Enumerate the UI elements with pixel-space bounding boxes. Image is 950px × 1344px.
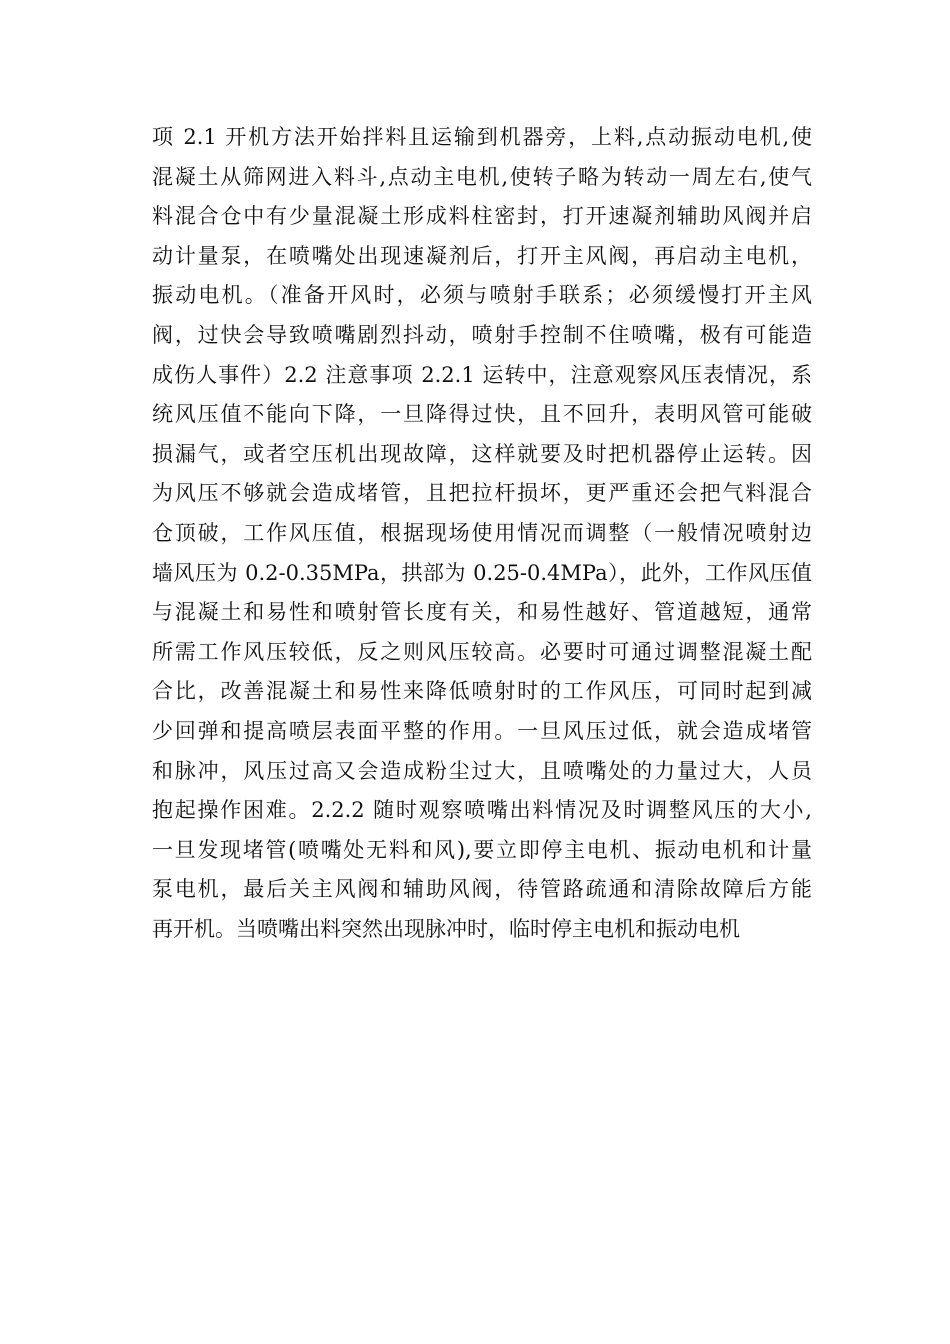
body-text [152,118,812,949]
text-line: 阀，过快会导致喷嘴剧烈抖动，喷射手控制不住喷嘴，极有可能造 [152,322,812,347]
text-line: 损漏气，或者空压机出现故障，这样就要及时把机器停止运转。因 [152,441,812,466]
text-line: 再开机。当喷嘴出料突然出现脉冲时，临时停主电机和振动电机 [152,916,740,941]
text-line: 泵电机，最后关主风阀和辅助风阀，待管路疏通和清除故障后方能 [152,877,812,902]
text-line: 少回弹和提高喷层表面平整的作用。一旦风压过低，就会造成堵管 [152,718,812,743]
text-line: 动计量泵，在喷嘴处出现速凝剂后，打开主风阀，再启动主电机， [152,243,812,268]
text-line: 所需工作风压较低，反之则风压较高。必要时可通过调整混凝土配 [152,639,812,664]
text-line: 为风压不够就会造成堵管，且把拉杆损坏，更严重还会把气料混合 [152,481,812,506]
text-line: 墙风压为 0.2-0.35MPa，拱部为 0.25-0.4MPa），此外，工作风压值 [152,560,812,585]
text-line: 混凝土从筛网进入料斗,点动主电机,使转子略为转动一周左右,使气 [152,164,812,189]
text-line: 成伤人事件）2.2 注意事项 2.2.1 运转中，注意观察风压表情况，系 [152,362,812,387]
text-line: 一旦发现堵管(喷嘴处无料和风),要立即停主电机、振动电机和计量 [152,837,812,862]
text-line: 料混合仓中有少量混凝土形成料柱密封，打开速凝剂辅助风阀并启 [152,204,812,229]
text-line: 和脉冲，风压过高又会造成粉尘过大，且喷嘴处的力量过大，人员 [152,758,812,783]
text-line: 项 2.1 开机方法开始拌料且运输到机器旁，上料,点动振动电机,使 [152,125,812,149]
text-line: 仓顶破，工作风压值，根据现场使用情况而调整（一般情况喷射边 [152,520,812,545]
text-line: 合比，改善混凝土和易性来降低喷射时的工作风压，可同时起到减 [152,679,812,704]
text-line: 与混凝土和易性和喷射管长度有关，和易性越好、管道越短，通常 [152,600,812,625]
text-line: 抱起操作困难。2.2.2 随时观察喷嘴出料情况及时调整风压的大小, [152,798,812,823]
text-line: 振动电机。（准备开风时，必须与喷射手联系；必须缓慢打开主风 [152,283,812,308]
text-line: 统风压值不能向下降，一旦降得过快，且不回升，表明风管可能破 [152,402,812,427]
